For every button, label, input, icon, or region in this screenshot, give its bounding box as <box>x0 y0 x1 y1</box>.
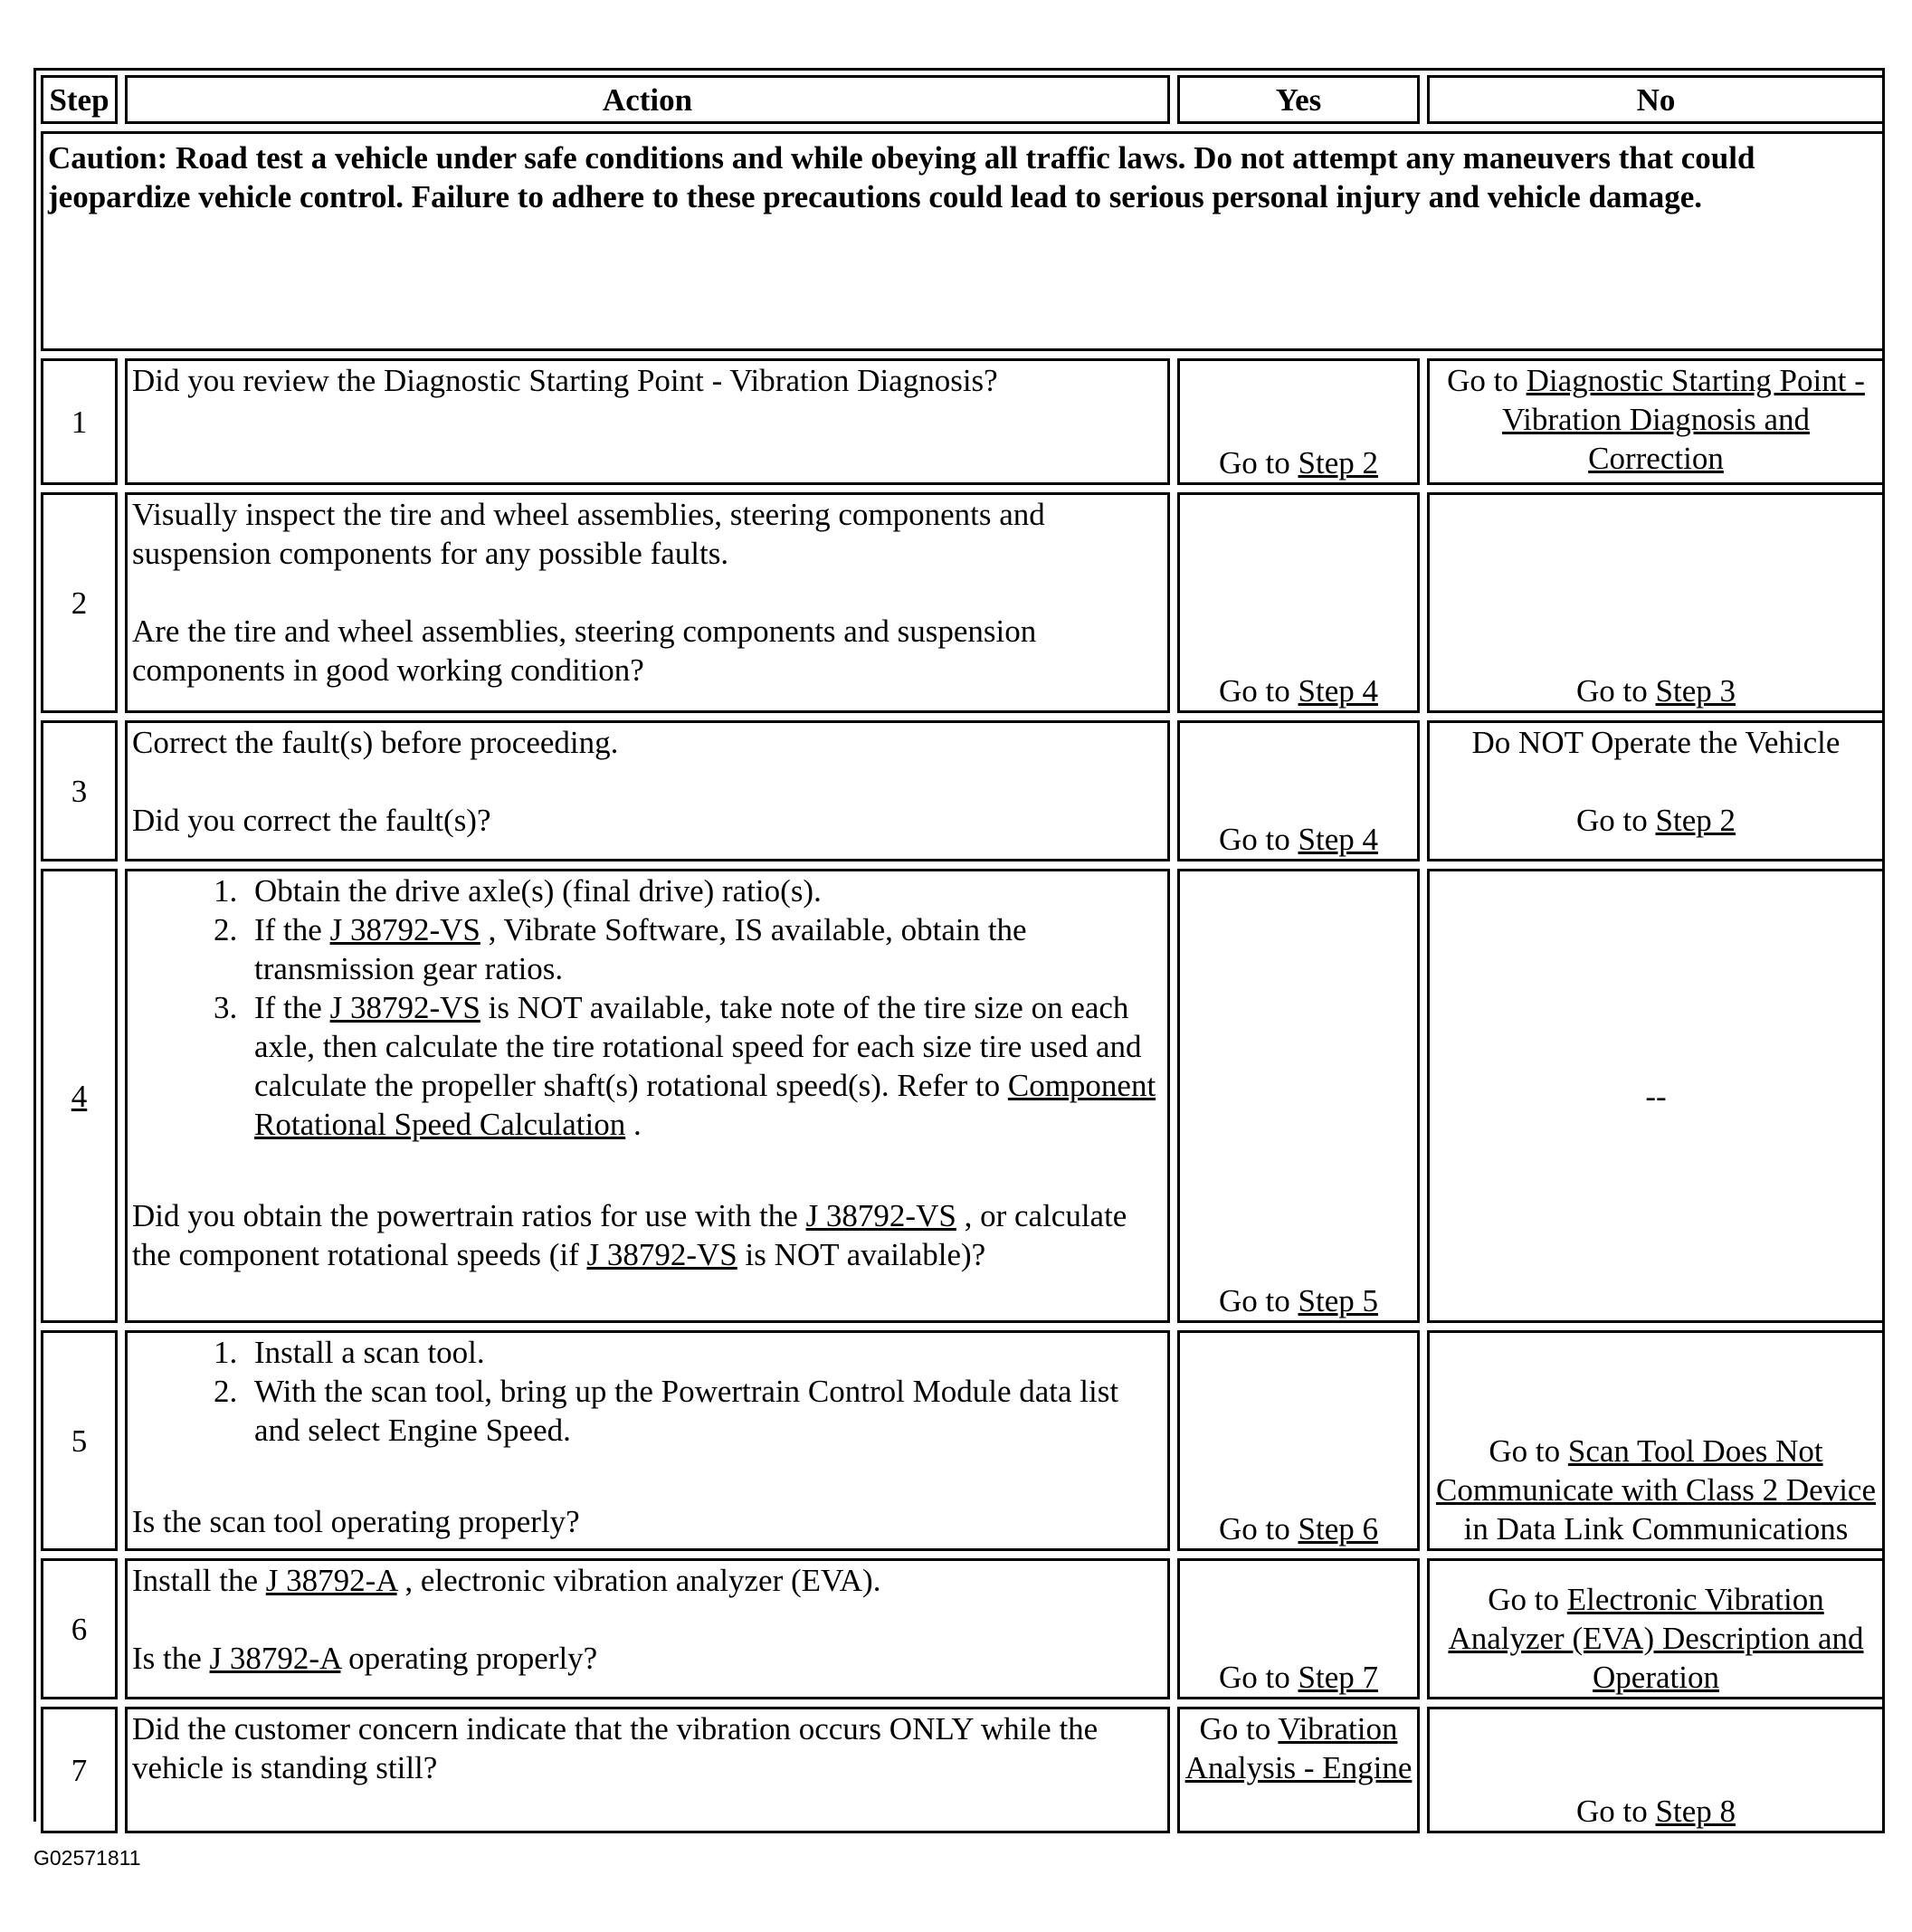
list-item-text: If the <box>254 990 330 1025</box>
scan-tool-link[interactable]: Scan Tool Does Not Communicate with Class 2 Device <box>1435 1433 1877 1508</box>
step-number: 2 <box>41 492 118 713</box>
step-link[interactable]: Step 2 <box>1655 803 1736 838</box>
tool-link[interactable]: J 38792-VS <box>586 1237 737 1272</box>
question-text: Did you obtain the powertrain ratios for use with the <box>132 1198 806 1233</box>
action-text: Did the customer concern indicate that the vibration occurs ONLY while the vehicle is standing still? <box>132 1711 1099 1785</box>
goto-text: Go to <box>1576 803 1656 838</box>
diagnostic-starting-point-link[interactable]: Diagnostic Starting Point - Vibration Diagnosis and Correction <box>1501 363 1865 476</box>
header-no: No <box>1427 75 1885 124</box>
yes-cell <box>1177 492 1420 713</box>
question-text: operating properly? <box>340 1641 598 1676</box>
figure-code: G02571811 <box>33 1846 141 1870</box>
header-yes: Yes <box>1177 75 1420 124</box>
goto-text: Go to <box>1576 673 1656 709</box>
goto-text: Go to <box>1219 822 1298 857</box>
action-question: Are the tire and wheel assemblies, steering components and suspension components in good working condition? <box>132 614 1037 688</box>
table-row <box>41 720 1885 861</box>
table-row <box>41 869 1885 1323</box>
eva-description-link[interactable]: Electronic Vibration Analyzer (EVA) Description and Operation <box>1448 1582 1864 1695</box>
action-text <box>132 1561 1163 1600</box>
no-cell <box>1427 1330 1885 1551</box>
step-action <box>125 1330 1170 1551</box>
list-item <box>245 988 1163 1144</box>
action-text: Visually inspect the tire and wheel assemblies, steering components and suspension components for any possible faults. <box>132 497 1045 571</box>
step-link[interactable]: Step 6 <box>1298 1511 1378 1547</box>
step-link[interactable]: Step 7 <box>1298 1660 1378 1695</box>
list-item-text: If the <box>254 912 330 947</box>
no-cell <box>1427 1707 1885 1833</box>
instruction-list <box>132 1333 1163 1450</box>
table-row <box>41 1707 1885 1833</box>
goto-text: Go to <box>1219 1660 1298 1695</box>
goto-text: Go to <box>1219 445 1298 481</box>
yes-cell <box>1177 720 1420 861</box>
no-text: in Data Link Communications <box>1463 1511 1849 1547</box>
step-number: 7 <box>41 1707 118 1833</box>
tool-link[interactable]: J 38792-A <box>209 1641 341 1676</box>
action-question <box>132 1639 1163 1678</box>
action-question <box>132 1196 1163 1274</box>
no-cell: -- <box>1427 869 1885 1323</box>
tool-link[interactable]: J 38792-VS <box>329 990 480 1025</box>
step-number: 6 <box>41 1558 118 1699</box>
list-item-text: , Vibrate Software, IS available, obtain the transmission gear ratios. <box>254 912 1027 986</box>
goto-text: Go to <box>1219 1283 1298 1318</box>
action-question: Did you correct the fault(s)? <box>132 803 491 838</box>
step-action <box>125 492 1170 713</box>
yes-cell <box>1177 1558 1420 1699</box>
goto-text: Go to <box>1576 1794 1656 1829</box>
table-row <box>41 358 1885 485</box>
goto-text: Go to <box>1219 673 1298 709</box>
step-link[interactable]: Step 5 <box>1298 1283 1378 1318</box>
question-text: , or calculate the component rotational speeds (if <box>132 1198 1127 1272</box>
header-action: Action <box>125 75 1170 124</box>
goto-text: Go to <box>1199 1711 1279 1746</box>
yes-cell <box>1177 1707 1420 1833</box>
goto-text: Go to <box>1489 1433 1568 1469</box>
tool-link[interactable]: J 38792-A <box>265 1563 397 1598</box>
goto-text: Go to <box>1488 1582 1567 1617</box>
list-item-text: Obtain the drive axle(s) (final drive) ratio(s). <box>254 873 822 909</box>
vibration-analysis-engine-link[interactable]: Vibration Analysis - Engine <box>1184 1711 1413 1785</box>
step-number: 3 <box>41 720 118 861</box>
caution-text: Caution: Road test a vehicle under safe conditions and while obeying all traffic laws. Do not attempt any maneuvers that could jeopardize vehicle control. Failure to adhere to these precautions could lead to serious personal injury and vehicle damage. <box>41 131 1885 351</box>
list-item-text: With the scan tool, bring up the Powertrain Control Module data list and select Engine Speed. <box>254 1374 1119 1448</box>
tool-link[interactable]: J 38792-VS <box>805 1198 956 1233</box>
instruction-list <box>132 871 1163 1144</box>
list-item-text: is NOT available, take note of the tire size on each axle, then calculate the tire rotational speed for each size tire used and calculate the propeller shaft(s) rotational speed(s). Refer to <box>254 990 1142 1103</box>
no-cell <box>1427 1558 1885 1699</box>
action-text-part: Install the <box>132 1563 266 1598</box>
caution-row <box>41 131 1885 351</box>
step-link[interactable]: Step 8 <box>1655 1794 1736 1829</box>
list-item <box>245 910 1163 988</box>
no-warning-text: Do NOT Operate the Vehicle <box>1471 725 1841 760</box>
header-row <box>41 75 1885 124</box>
step-action <box>125 720 1170 861</box>
step-link[interactable]: Step 2 <box>1298 445 1378 481</box>
action-text: Correct the fault(s) before proceeding. <box>132 725 619 760</box>
action-question: Is the scan tool operating properly? <box>132 1504 580 1539</box>
question-text: is NOT available)? <box>737 1237 986 1272</box>
header-step: Step <box>41 75 118 124</box>
list-item <box>245 871 1163 910</box>
step-number: 1 <box>41 358 118 485</box>
list-item <box>245 1372 1163 1450</box>
no-cell <box>1427 720 1885 861</box>
diagnostic-table <box>33 68 1892 1841</box>
list-item <box>245 1333 1163 1372</box>
list-item-text: Install a scan tool. <box>254 1335 485 1370</box>
no-cell <box>1427 492 1885 713</box>
step-action <box>125 869 1170 1323</box>
action-text-part: , electronic vibration analyzer (EVA). <box>396 1563 881 1598</box>
step-action <box>125 1707 1170 1833</box>
step-number <box>41 869 118 1323</box>
table-row <box>41 1330 1885 1551</box>
question-text: Is the <box>132 1641 210 1676</box>
yes-cell <box>1177 358 1420 485</box>
step-action <box>125 358 1170 485</box>
yes-cell <box>1177 1330 1420 1551</box>
table-row <box>41 1558 1885 1699</box>
step-link[interactable]: Step 4 <box>1298 673 1378 709</box>
step-number: 5 <box>41 1330 118 1551</box>
no-cell <box>1427 358 1885 485</box>
step-link[interactable]: Step 4 <box>1298 822 1378 857</box>
step-number-link[interactable]: 4 <box>71 1078 88 1114</box>
action-text: Did you review the Diagnostic Starting Point - Vibration Diagnosis? <box>132 363 998 398</box>
tool-link[interactable]: J 38792-VS <box>329 912 480 947</box>
yes-cell <box>1177 869 1420 1323</box>
table-row <box>41 492 1885 713</box>
component-speed-link[interactable]: Component Rotational Speed Calculation <box>254 1068 1156 1142</box>
step-action <box>125 1558 1170 1699</box>
list-item-text: . <box>625 1107 642 1142</box>
goto-text: Go to <box>1219 1511 1298 1547</box>
step-link[interactable]: Step 3 <box>1655 673 1736 709</box>
goto-text: Go to <box>1447 363 1527 398</box>
